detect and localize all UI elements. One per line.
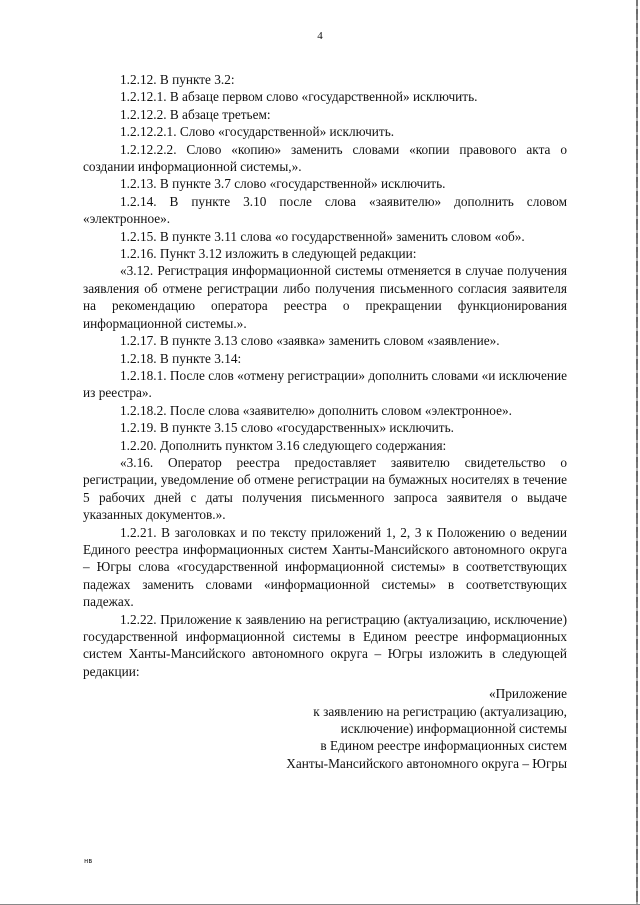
paragraph: 1.2.12.2.1. Слово «государственной» исключить. xyxy=(120,124,395,140)
quoted-paragraph: «3.12. Регистрация информационной системы отменяется в случае получения заявления об отмене регистрации либо получения письменного согласия заявителя на рекомендацию оператора реестра о прекращении функционирования информационной системы.». xyxy=(83,263,567,331)
appendix-heading-line: «Приложение xyxy=(488,686,567,702)
paragraph: 1.2.14. В пункте 3.10 после слова «заявителю» дополнить словом «электронное». xyxy=(83,193,567,227)
paragraph: 1.2.18.1. После слов «отмену регистрации» дополнить словами «и исключение из реестра». xyxy=(83,367,567,401)
appendix-heading-line: к заявлению на регистрацию (актуализацию, xyxy=(313,703,567,719)
quoted-paragraph: «3.16. Оператор реестра предоставляет заявителю свидетельство о регистрации, уведомление об отмене регистрации на бумажных носителях в течение 5 рабочих дней с даты получения письменного запроса заявителя о выдаче указанных документов.». xyxy=(83,454,567,523)
paragraph: 1.2.12.2.2. Слово «копию» заменить словами «копии правового акта о создании информационной системы,». xyxy=(83,141,567,175)
paragraph: 1.2.15. В пункте 3.11 слова «о государственной» заменить словом «об». xyxy=(120,228,525,244)
paragraph: 1.2.18.2. После слова «заявителю» дополнить словом «электронное». xyxy=(120,402,512,418)
footer-initials: нв xyxy=(84,857,93,865)
paragraph: 1.2.13. В пункте 3.7 слово «государственной» исключить. xyxy=(120,176,446,192)
page-number: 4 xyxy=(317,30,323,42)
paragraph: 1.2.16. Пункт 3.12 изложить в следующей редакции: xyxy=(120,246,417,262)
paragraph: 1.2.21. В заголовках и по тексту приложений 1, 2, 3 к Положению о ведении Единого реестра информационных систем Ханты-Мансийского автономного округа – Югры слова «государственной информационной системы» в соответствующих падежах заменить словами «информационной системы» в соответствующих падежах. xyxy=(83,524,567,610)
paragraph: 1.2.18. В пункте 3.14: xyxy=(120,350,242,366)
paragraph: 1.2.20. Дополнить пунктом 3.16 следующего содержания: xyxy=(120,437,447,453)
appendix-heading-line: в Едином реестре информационных систем xyxy=(320,738,567,754)
paragraph: 1.2.12. В пункте 3.2: xyxy=(120,72,235,87)
paragraph: 1.2.19. В пункте 3.15 слово «государственных» исключить. xyxy=(120,420,454,436)
paragraph: 1.2.17. В пункте 3.13 слово «заявка» заменить словом «заявление». xyxy=(120,333,500,349)
page-edge-shadow xyxy=(636,0,638,905)
paragraph: 1.2.12.2. В абзаце третьем: xyxy=(120,106,271,122)
appendix-heading-line: Ханты-Мансийского автономного округа – Югры xyxy=(286,755,567,771)
paragraph: 1.2.22. Приложение к заявлению на регистрацию (актуализацию, исключение) государственной информационной системы в Едином реестре информационных систем Ханты-Мансийского автономного округа – Югры изложить в следующей редакции: xyxy=(83,611,567,679)
appendix-heading-line: исключение) информационной системы xyxy=(340,721,567,737)
paragraph: 1.2.12.1. В абзаце первом слово «государственной» исключить. xyxy=(120,89,478,105)
document-body xyxy=(83,71,567,772)
